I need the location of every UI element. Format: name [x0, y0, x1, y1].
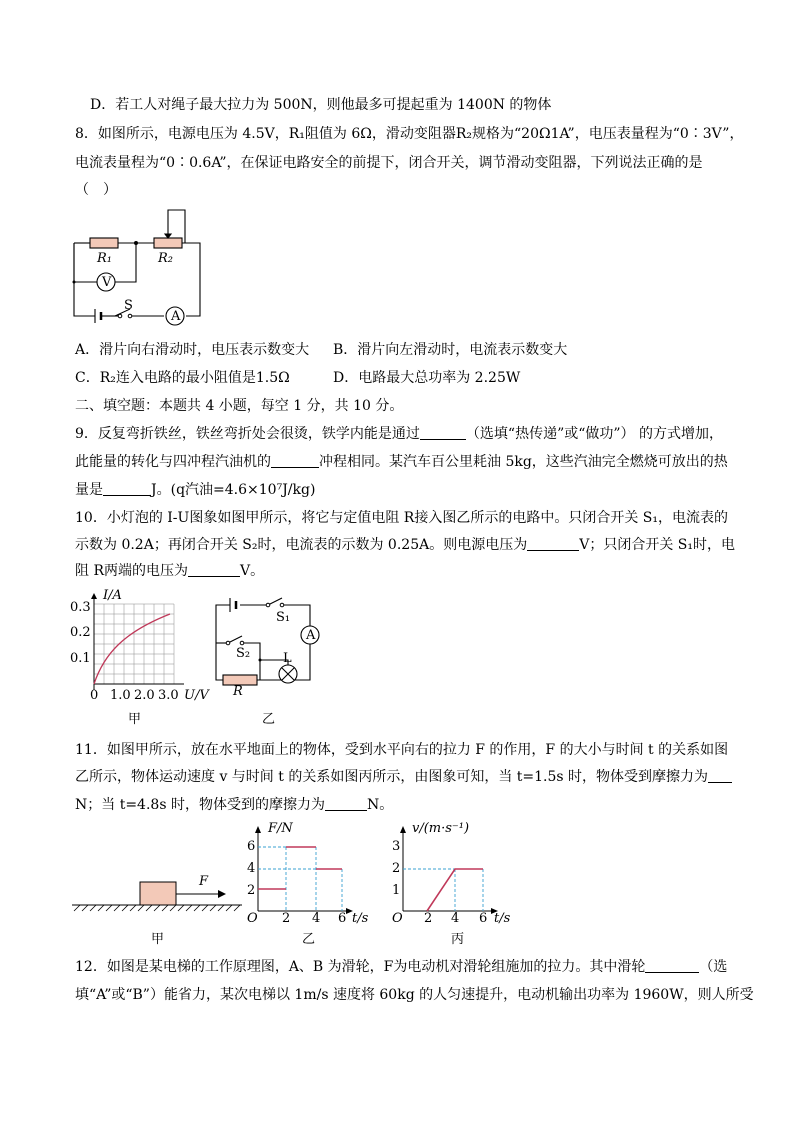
q9-text-3b: J。(q汽油=4.6×10⁷J/kg) [151, 482, 316, 498]
q10-lamp-label: L [283, 651, 292, 666]
q10-blank-1[interactable] [527, 536, 579, 551]
q11-fig-yi-ytick: 6 [247, 839, 256, 854]
q11-blank-1[interactable] [708, 768, 732, 783]
q10-line-2 [75, 535, 735, 555]
q11-fig-bing-caption: 丙 [451, 932, 465, 947]
q9-line-3 [75, 480, 315, 500]
q11-fig-bing-xtick: 4 [451, 911, 460, 926]
q11-fig-yi-origin: O [247, 911, 258, 926]
q11-fig-bing-xtick: 6 [479, 911, 488, 926]
q8-option-c: C．R₂连入电路的最小阻值是1.5Ω [75, 370, 290, 386]
q8-circuit-diagram [70, 205, 210, 330]
q10-circuit-caption: 乙 [262, 712, 276, 727]
q8-switch-label: S [124, 298, 133, 313]
q12-line-2: 填“A”或“B”）能省力，某次电梯以 1m/s 速度将 60kg 的人匀速提升，电动机输出功率为 1960W，则人所受 [75, 987, 754, 1003]
q11-blank-2[interactable] [325, 796, 367, 811]
q10-line-3 [75, 561, 264, 581]
q10-graph-ytick: 0.1 [70, 651, 91, 666]
q9-text-3a: 量是 [75, 482, 103, 498]
q10-line-1: 10．小灯泡的 I-U图象如图甲所示，将它与定值电阻 R接入图乙所示的电路中。只闭合开关 S₁，电流表的 [75, 510, 728, 526]
q8-option-a: A．滑片向右滑动时，电压表示数变大 [75, 342, 310, 358]
q8-option-d: D．电路最大总功率为 2.25W [333, 370, 521, 386]
q11-fig-bing-ytick: 3 [392, 839, 401, 854]
q11-force-label: F [199, 874, 209, 889]
q9-blank-2[interactable] [271, 453, 319, 468]
q11-fig-bing-ytick: 2 [392, 861, 401, 876]
q9-blank-3[interactable] [103, 481, 151, 496]
q8-answer-paren: （ ） [75, 182, 117, 198]
q11-fig-yi-xtick: 2 [282, 911, 291, 926]
q8-label-r2: R₂ [158, 251, 173, 266]
q10-graph-xlabel: U/V [184, 688, 209, 703]
q10-graph-xtick: 2.0 [134, 688, 155, 703]
q7-option-d: D．若工人对绳子最大拉力为 500N，则他最多可提起重为 1400N 的物体 [90, 97, 552, 113]
q11-fig-bing-ylabel-text: v/(m·s⁻¹) [412, 821, 470, 836]
q8-voltmeter-label: V [102, 275, 112, 290]
q10-graph-caption: 甲 [128, 712, 142, 727]
q10-graph-ytick: 0.3 [70, 600, 91, 615]
q10-text-3a: 阻 R两端的电压为 [75, 563, 188, 579]
q10-graph-ytick: 0.2 [70, 625, 91, 640]
q8-line-2: 电流表量程为“0∶0.6A”，在保证电路安全的前提下，闭合开关，调节滑动变阻器，下列说法正确的是 [75, 155, 703, 171]
q11-fig-yi-xlabel: t/s [352, 911, 369, 926]
q12-line-1 [75, 957, 727, 977]
q12-text-1b: （选 [699, 959, 728, 975]
q9-text-1a: 9．反复弯折铁丝，铁丝弯折处会很烫，铁学内能是通过 [75, 426, 420, 442]
q11-line-1: 11．如图甲所示，放在水平地面上的物体，受到水平向右的拉力 F 的作用，F 的大小与时间 t 的关系如图 [75, 742, 729, 758]
q9-line-2 [75, 452, 728, 472]
q11-block-figure [70, 870, 245, 915]
q9-line-1 [75, 424, 723, 444]
q10-switch-s2-label: S₂ [236, 646, 251, 661]
q9-text-2b: 冲程相同。某汽车百公里耗油 5kg，这些汽油完全燃烧可放出的热 [319, 454, 728, 470]
q10-graph-xtick: 1.0 [110, 688, 131, 703]
q11-text-3b: N。 [366, 797, 394, 813]
q11-fig-yi-ylabel-text: F/N [268, 821, 293, 836]
q8-ammeter-label: A [171, 309, 181, 324]
q8-label-r1: R₁ [97, 251, 112, 266]
q10-text-3b: V。 [240, 563, 265, 579]
q10-ammeter-label: A [306, 628, 316, 643]
q11-fig-bing-origin: O [392, 911, 403, 926]
q10-circuit-diagram [210, 595, 330, 695]
q11-text-2: 乙所示，物体运动速度 v 与时间 t 的关系如图丙所示，由图象可知，当 t=1.5s 时，物体受到摩擦力为 [75, 769, 709, 785]
q10-blank-2[interactable] [188, 562, 240, 577]
q11-line-2 [75, 767, 732, 787]
q11-fig-yi-xtick: 4 [312, 911, 321, 926]
q12-blank-1[interactable] [645, 958, 699, 973]
q10-graph-ylabel-text: I/A [103, 588, 122, 603]
q10-graph-xtick: 3.0 [158, 688, 179, 703]
q11-fig-bing-ylabel [412, 821, 469, 837]
q10-iu-graph [94, 594, 180, 694]
q9-blank-1[interactable] [420, 425, 466, 440]
q10-switch-s1-label: S₁ [276, 610, 291, 625]
q9-text-2a: 此能量的转化与四冲程汽油机的 [75, 454, 271, 470]
q10-graph-ylabel [103, 588, 122, 604]
q11-fig-bing-ytick: 1 [392, 883, 401, 898]
q12-text-1a: 12．如图是某电梯的工作原理图，A、B 为滑轮，F为电动机对滑轮组施加的拉力。其中滑轮 [75, 959, 646, 975]
q9-text-1b: （选填“热传递”或“做功”） 的方式增加， [465, 426, 723, 442]
q10-graph-xtick: 0 [90, 688, 99, 703]
q11-fig-jia-caption: 甲 [151, 932, 165, 947]
q10-text-2b: V；只闭合开关 S₁时，电 [579, 537, 735, 553]
q11-fig-yi-ytick: 4 [247, 861, 256, 876]
q11-fig-yi-ytick: 2 [247, 883, 256, 898]
q10-resistor-label: R [233, 684, 243, 699]
q11-fig-yi-ylabel [268, 821, 293, 837]
q11-velocity-time-graph [403, 825, 503, 915]
q11-line-3 [75, 795, 393, 815]
q11-fig-yi-caption: 乙 [302, 932, 316, 947]
q11-force-time-graph [258, 825, 358, 915]
section-2-heading: 二、填空题：本题共 4 小题，每空 1 分，共 10 分。 [75, 398, 404, 414]
q8-line-1: 8．如图所示，电源电压为 4.5V，R₁阻值为 6Ω，滑动变阻器R₂规格为“20Ω1A”，电压表量程为“0∶3V”， [75, 126, 744, 142]
q11-text-3a: N；当 t=4.8s 时，物体受到的摩擦力为 [75, 797, 325, 813]
q11-fig-bing-xtick: 2 [424, 911, 433, 926]
q11-fig-bing-xlabel: t/s [494, 911, 511, 926]
q11-fig-yi-xtick: 6 [338, 911, 347, 926]
q10-text-2a: 示数为 0.2A；再闭合开关 S₂时，电流表的示数为 0.25A。则电源电压为 [75, 537, 528, 553]
q8-option-b: B．滑片向左滑动时，电流表示数变大 [333, 342, 568, 358]
